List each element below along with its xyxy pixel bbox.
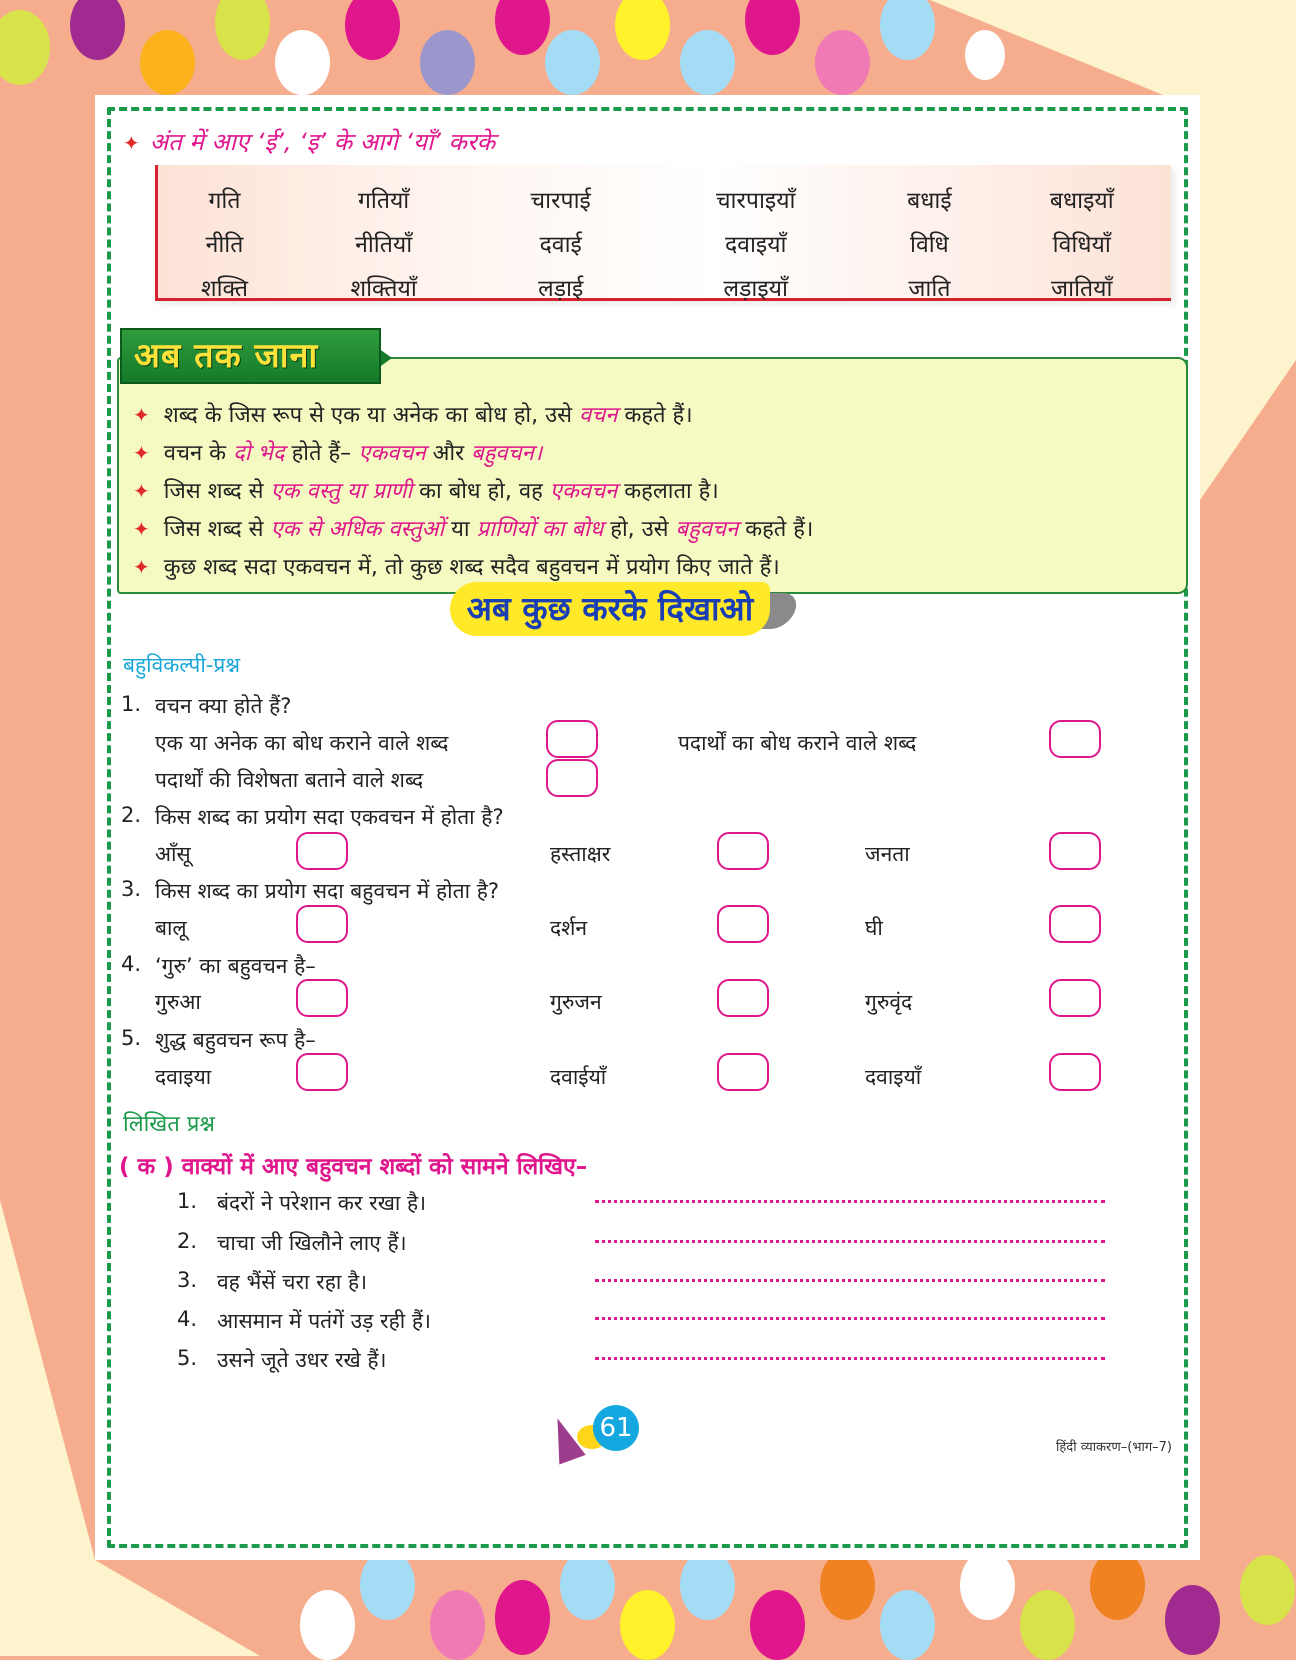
summary-item: ✦ जिस शब्द से एक से अधिक वस्तुओं या प्राणियों का बोध हो, उसे बहुवचन कहते हैं। [133,517,814,542]
answer-line[interactable] [595,1200,1105,1203]
summary-title-banner: अब तक जाना [120,328,381,384]
written-item-number: 5. [177,1346,198,1370]
question-text: किस शब्द का प्रयोग सदा बहुवचन में होता है? [155,879,499,903]
book-footer: हिंदी व्याकरण–(भाग–7) [1056,1440,1172,1455]
answer-checkbox[interactable] [1049,979,1101,1017]
question-text: किस शब्द का प्रयोग सदा एकवचन में होता है? [155,805,504,829]
question-text: ‘गुरु’ का बहुवचन है– [155,954,316,978]
summary-box [117,357,1188,594]
option-label: गुरुजन [550,990,602,1014]
answer-checkbox[interactable] [1049,905,1101,943]
answer-line[interactable] [595,1240,1105,1243]
activity-title: अब कुछ करके दिखाओ [450,582,770,636]
plural-rule-table [155,165,1171,301]
answer-checkbox[interactable] [717,1053,769,1091]
answer-checkbox[interactable] [546,720,598,758]
star-bullet-icon: ✦ [133,517,150,541]
star-bullet-icon: ✦ [123,131,140,155]
question-text: वचन क्या होते हैं? [155,694,292,718]
question-number: 5. [121,1026,142,1050]
written-subheading: ( क ) वाक्यों में आए बहुवचन शब्दों को सामने लिखिए– [119,1154,588,1180]
question-number: 2. [121,803,142,827]
star-bullet-icon: ✦ [133,403,150,427]
answer-checkbox[interactable] [296,832,348,870]
option-label: दवाइयाँ [865,1065,922,1089]
answer-line[interactable] [595,1279,1105,1282]
answer-checkbox[interactable] [1049,832,1101,870]
answer-checkbox[interactable] [296,905,348,943]
question-number: 4. [121,952,142,976]
written-item-text: चाचा जी खिलौने लाए हैं। [217,1231,407,1255]
question-number: 1. [121,692,142,716]
table-row: शक्ति शक्तियाँ लड़ाई लड़ाइयाँ जाति जातियाँ [200,276,1113,302]
summary-item: ✦ शब्द के जिस रूप से एक या अनेक का बोध हो, उसे वचन कहते हैं। [133,403,693,428]
answer-line[interactable] [595,1357,1105,1360]
summary-item: ✦ जिस शब्द से एक वस्तु या प्राणी का बोध हो, वह एकवचन कहलाता है। [133,479,719,504]
answer-checkbox[interactable] [296,979,348,1017]
summary-item: ✦ वचन के दो भेद होते हैं– एकवचन और बहुवचन। [133,441,543,466]
written-item-text: आसमान में पतंगें उड़ रही हैं। [217,1309,431,1333]
option-label: दर्शन [550,916,588,940]
answer-checkbox[interactable] [717,905,769,943]
mcq-label: बहुविकल्पी-प्रश्न [123,653,241,677]
table-row: गति गतियाँ चारपाई चारपाइयाँ बधाई बधाइयाँ [208,188,1114,214]
option-label: गुरुआ [155,990,201,1014]
answer-checkbox[interactable] [1049,1053,1101,1091]
written-item-number: 4. [177,1307,198,1331]
question-text: शुद्ध बहुवचन रूप है– [155,1028,316,1052]
plural-rule-heading: ✦ अंत में आए ‘ई’, ‘इ’ के आगे ‘याँ’ करके [123,128,496,156]
answer-checkbox[interactable] [546,759,598,797]
worksheet-page [95,95,1200,1560]
option-label: हस्ताक्षर [550,842,611,866]
written-item-number: 3. [177,1268,198,1292]
option-label: पदार्थों का बोध कराने वाले शब्द [678,731,917,755]
written-item-text: बंदरों ने परेशान कर रखा है। [217,1191,427,1215]
written-item-number: 2. [177,1229,198,1253]
written-item-text: उसने जूते उधर रखे हैं। [217,1348,387,1372]
option-label: दवाईयाँ [550,1065,607,1089]
answer-checkbox[interactable] [717,979,769,1017]
written-label: लिखित प्रश्न [123,1112,215,1137]
question-number: 3. [121,877,142,901]
option-label: गुरुवृंद [865,990,913,1014]
star-bullet-icon: ✦ [133,479,150,503]
answer-checkbox[interactable] [296,1053,348,1091]
option-label: बालू [155,916,187,940]
star-bullet-icon: ✦ [133,441,150,465]
written-item-text: वह भैंसें चरा रहा है। [217,1270,368,1294]
star-bullet-icon: ✦ [133,555,150,579]
summary-item: ✦ कुछ शब्द सदा एकवचन में, तो कुछ शब्द सदैव बहुवचन में प्रयोग किए जाते हैं। [133,555,780,580]
answer-checkbox[interactable] [717,832,769,870]
option-label: एक या अनेक का बोध कराने वाले शब्द [155,731,449,755]
table-row: नीति नीतियाँ दवाई दवाइयाँ विधि विधियाँ [205,232,1111,258]
answer-line[interactable] [595,1317,1105,1320]
option-label: घी [865,916,883,940]
page-number: 61 [593,1405,639,1451]
answer-checkbox[interactable] [1049,720,1101,758]
written-item-number: 1. [177,1189,198,1213]
option-label: आँसू [155,842,191,866]
option-label: दवाइया [155,1065,212,1089]
option-label: जनता [865,842,910,866]
option-label: पदार्थों की विशेषता बताने वाले शब्द [155,768,424,792]
